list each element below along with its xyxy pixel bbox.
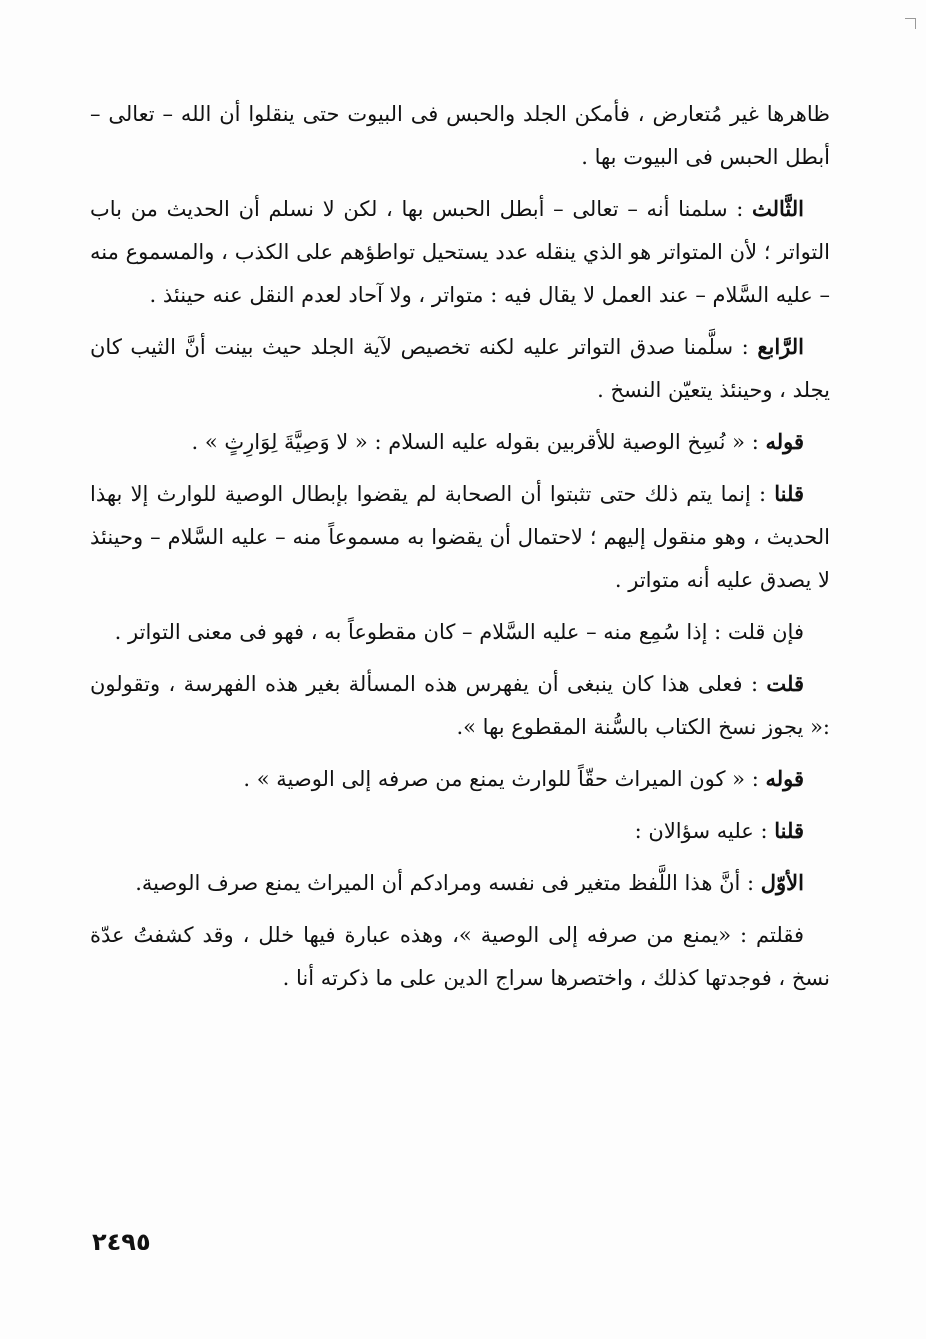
paragraph-2-body: : سلمنا أنه – تعالى – أبطل الحبس بها ، لكن لا نسلم أن الحديث من باب التواتر ؛ لأن المتواتر هو الذي ينقله عدد يستحيل تواطؤهم على الكذب ، والمسموع منه – عليه السَّلام – عند العمل لا يقال فيه : متواتر ، ولا آحاد لعدم النقل عنه حينئذ . [90, 197, 830, 307]
paragraph-4 [90, 420, 830, 464]
paragraph-4-lead: قوله [765, 429, 804, 454]
paragraph-6-body: فإن قلت : إذا سُمِع منه – عليه السَّلام – كان مقطوعاً به ، فهو فى معنى التواتر . [114, 620, 804, 644]
paragraph-5 [90, 472, 830, 602]
text-body [90, 92, 830, 1008]
paragraph-7 [90, 662, 830, 749]
paragraph-9-body: : عليه سؤالان : [634, 819, 775, 843]
paragraph-9-lead: قلنا [774, 818, 804, 843]
paragraph-7-lead: قلت [766, 671, 804, 696]
page-corner-mark [905, 18, 916, 29]
paragraph-10-body: : أنَّ هذا اللَّفظ متغير فى نفسه ومرادكم أن الميراث يمنع صرف الوصية. [135, 871, 761, 895]
paragraph-10 [90, 861, 830, 905]
paragraph-4-body: : « نُسِخ الوصية للأقربين بقوله عليه السلام : « لا وَصِيَّةَ لِوَارِثٍ » . [191, 430, 766, 454]
paragraph-11-body: فقلتم : «يمنع من صرفه إلى الوصية »، وهذه عبارة فيها خلل ، وقد كشفتُ عدّة نسخ ، فوجدتها كذلك ، واختصرها سراج الدين على ما ذكرته أنا . [90, 923, 830, 990]
paragraph-8 [90, 757, 830, 801]
paragraph-8-lead: قوله [765, 766, 804, 791]
paragraph-5-body: : إنما يتم ذلك حتى تثبتوا أن الصحابة لم يقضوا بإبطال الوصية للوارث إلا بهذا الحديث ، وهو منقول إليهم ؛ لاحتمال أن يقضوا به مسموعاً منه – عليه السَّلام – وحينئذ لا يصدق عليه أنه متواتر . [90, 482, 830, 592]
paragraph-1 [90, 92, 830, 179]
paragraph-10-lead: الأوّل [760, 870, 804, 895]
paragraph-3 [90, 325, 830, 412]
paragraph-6 [90, 610, 830, 654]
paragraph-7-body: : فعلى هذا كان ينبغى أن يفهرس هذه المسألة بغير هذه الفهرسة ، وتقولون :« يجوز نسخ الكتاب بالسُّنة المقطوع بها ». [90, 672, 830, 739]
paragraph-8-body: : « كون الميراث حقّاً للوارث يمنع من صرفه إلى الوصية » . [243, 767, 766, 791]
paragraph-11 [90, 913, 830, 1000]
paragraph-3-lead: الرَّابع [757, 334, 804, 359]
paragraph-9 [90, 809, 830, 853]
paragraph-2-lead: الثَّالث [752, 196, 804, 221]
paragraph-3-body: : سلَّمنا صدق التواتر عليه لكنه تخصيص لآية الجلد حيث بينت أنَّ الثيب كان يجلد ، وحينئذ يتعيّن النسخ . [90, 335, 830, 402]
paragraph-2 [90, 187, 830, 317]
paragraph-5-lead: قلنا [774, 481, 804, 506]
paragraph-1-body: ظاهرها غير مُتعارض ، فأمكن الجلد والحبس فى البيوت حتى ينقلوا أن الله – تعالى – أبطل الحبس فى البيوت بها . [90, 102, 830, 169]
page-number: ٢٤٩٥ [92, 1228, 151, 1256]
